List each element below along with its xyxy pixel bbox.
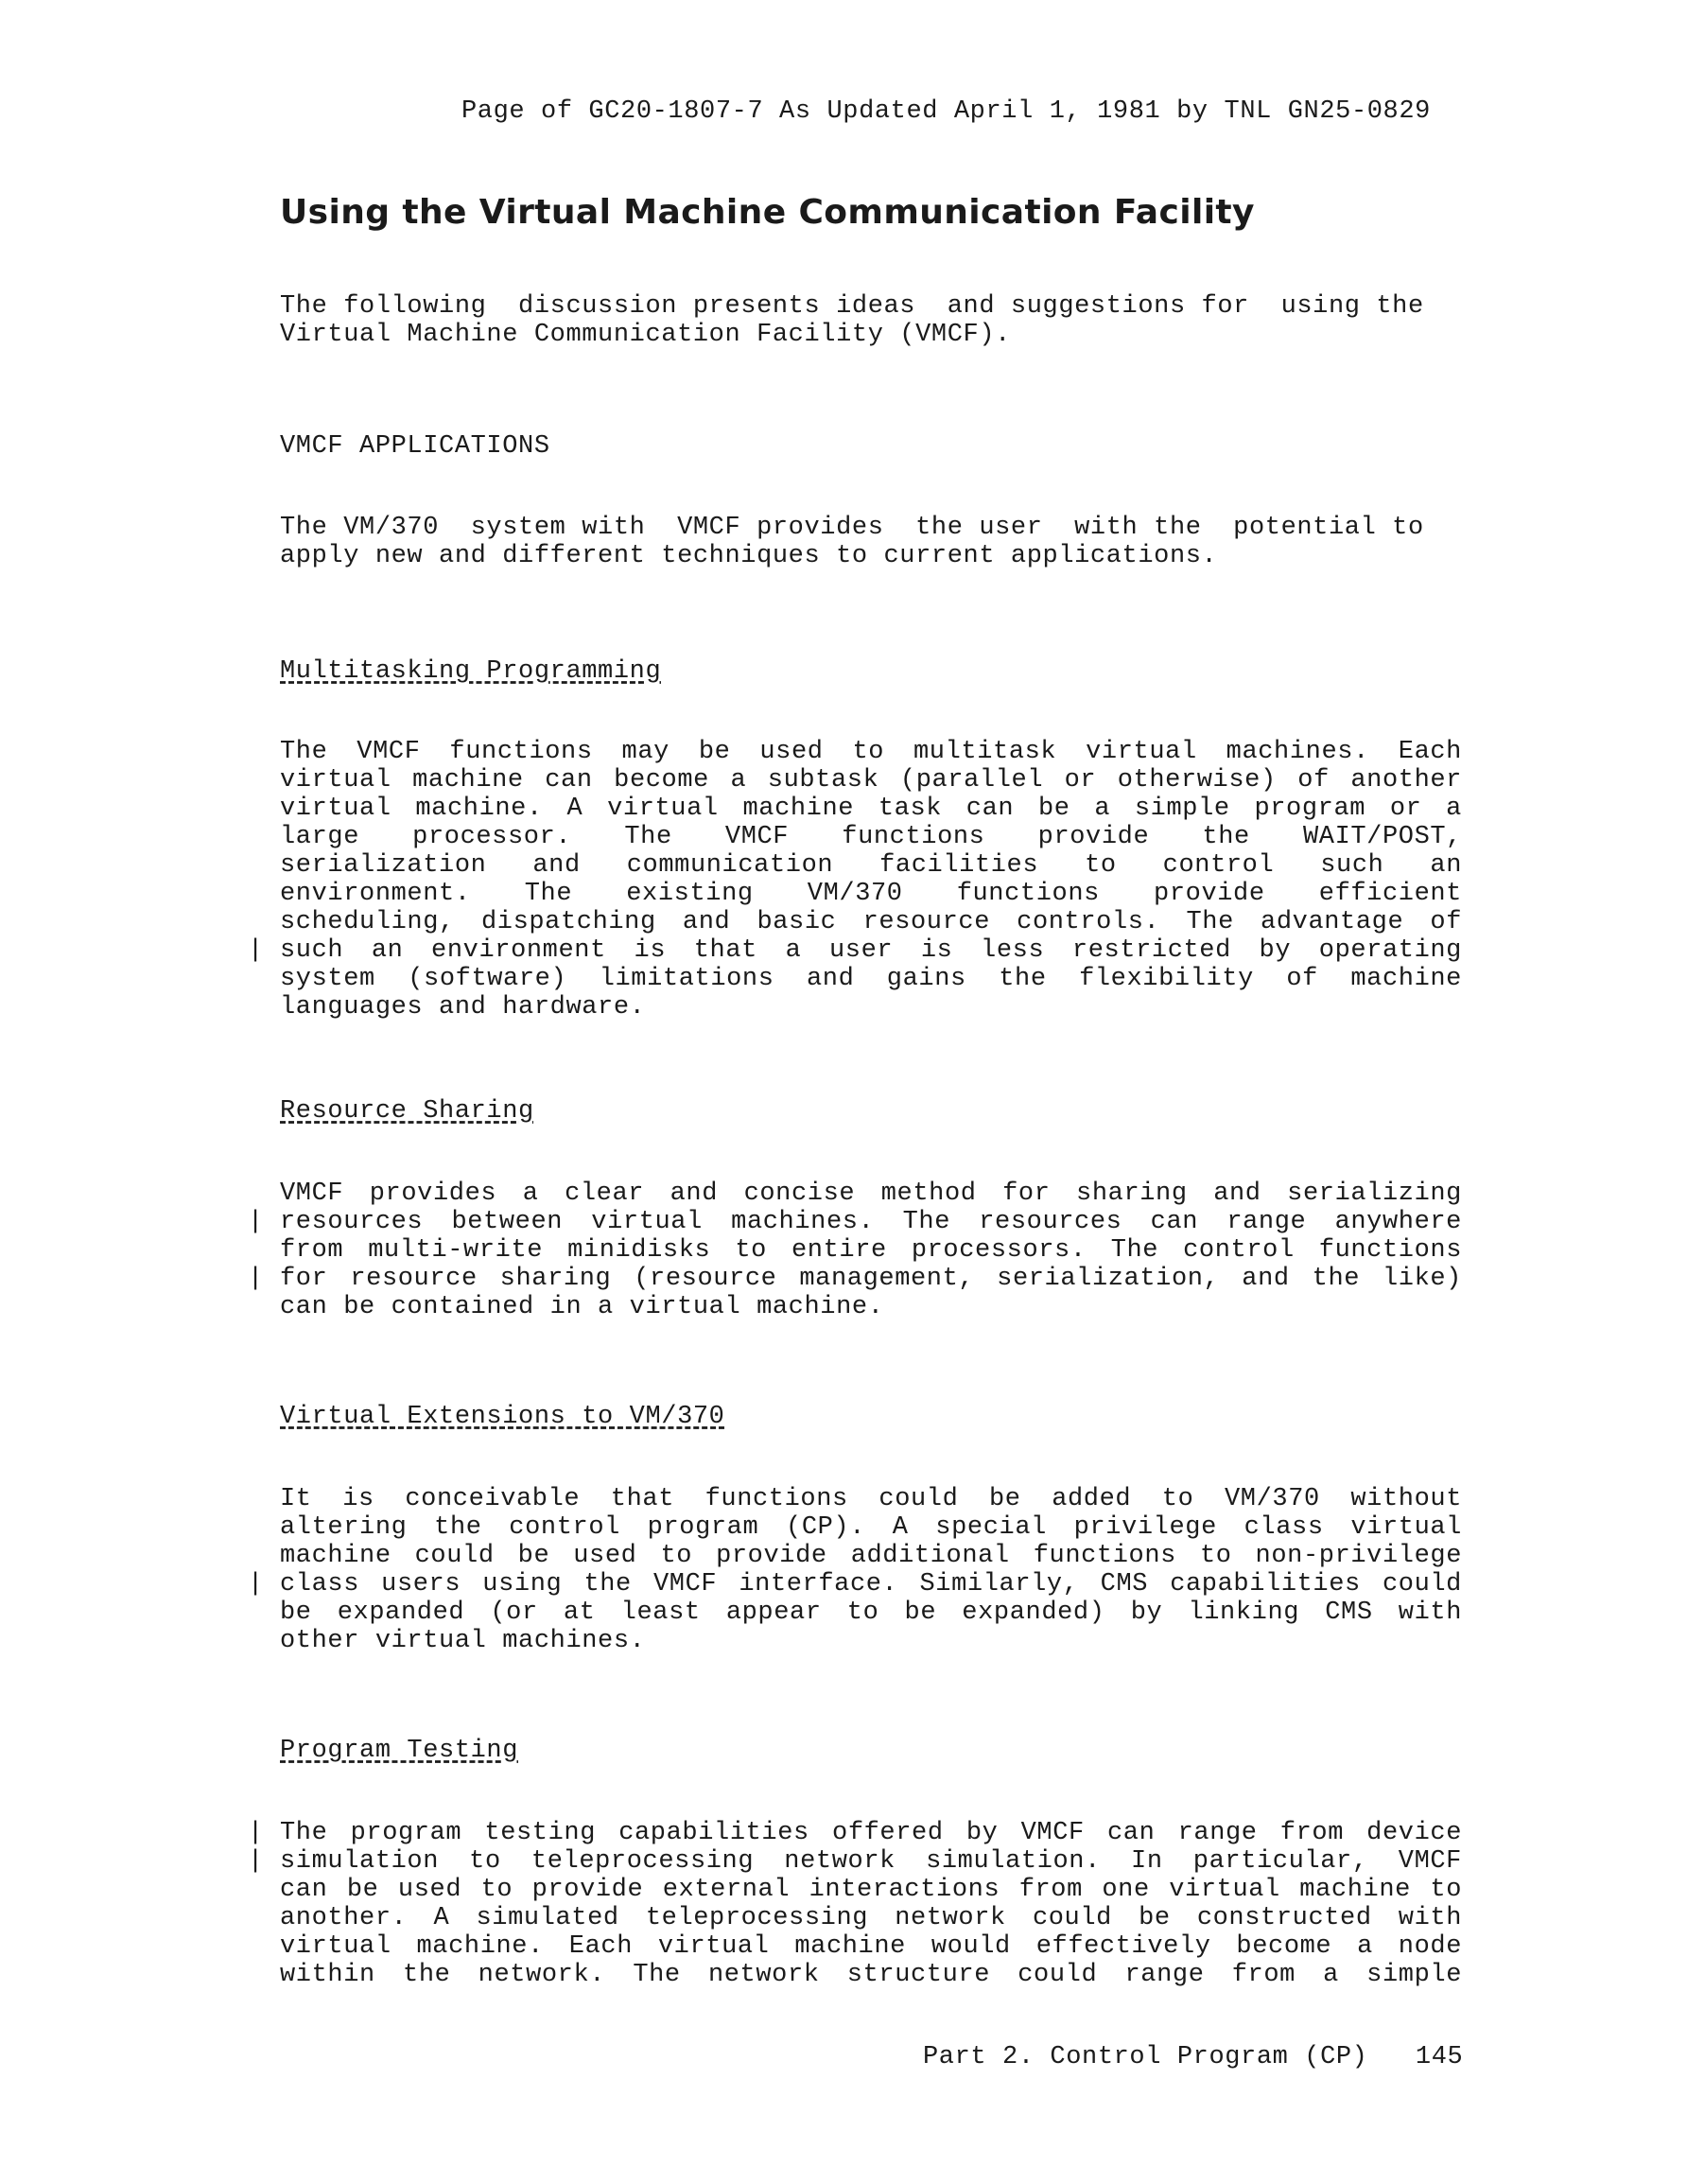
- revision-bar: |: [248, 1847, 264, 1876]
- subsection-heading-resource-sharing: Resource Sharing: [280, 1097, 534, 1126]
- paragraph-line: other virtual machines.: [280, 1627, 646, 1655]
- intro-paragraph: [280, 292, 1462, 349]
- paragraph-line: scheduling, dispatching and basic resource controls. The advantage of: [280, 908, 1462, 936]
- paragraph-line: for resource sharing (resource management, serialization, and the like): [280, 1265, 1462, 1293]
- resource-sharing-paragraph: [280, 1179, 1462, 1321]
- paragraph-line: can be contained in a virtual machine.: [280, 1293, 884, 1321]
- footer-text: Part 2. Control Program (CP): [923, 2043, 1368, 2071]
- paragraph-line: environment. The existing VM/370 functions provide efficient: [280, 880, 1462, 908]
- paragraph-line: from multi-write minidisks to entire processors. The control functions: [280, 1236, 1462, 1265]
- page-title: Using the Virtual Machine Communication Facility: [280, 193, 1255, 232]
- subsection-heading-multitasking: Multitasking Programming: [280, 657, 662, 686]
- paragraph-line: large processor. The VMCF functions provide the WAIT/POST,: [280, 823, 1462, 851]
- revision-bar: |: [248, 1819, 264, 1847]
- subsection-heading-program-testing: Program Testing: [280, 1737, 519, 1765]
- virtual-extensions-paragraph: [280, 1485, 1462, 1655]
- section-heading: VMCF APPLICATIONS: [280, 432, 550, 461]
- intro-line: The following discussion presents ideas and suggestions for using the: [280, 292, 1424, 321]
- paragraph-line: be expanded (or at least appear to be expanded) by linking CMS with: [280, 1599, 1462, 1627]
- page-number: 145: [1415, 2043, 1464, 2071]
- paragraph-line: resources between virtual machines. The resources can range anywhere: [280, 1208, 1462, 1236]
- revision-bar: |: [248, 1570, 264, 1599]
- paragraph-line: machine could be used to provide additional functions to non-privilege: [280, 1542, 1462, 1570]
- section-intro-line: apply new and different techniques to current applications.: [280, 542, 1218, 570]
- paragraph-line: virtual machine can become a subtask (parallel or otherwise) of another: [280, 766, 1462, 795]
- subsection-heading-virtual-extensions: Virtual Extensions to VM/370: [280, 1403, 725, 1431]
- section-intro-paragraph: [280, 514, 1462, 570]
- multitasking-paragraph: [280, 738, 1462, 1022]
- revision-bar: |: [248, 936, 264, 965]
- paragraph-line: can be used to provide external interactions from one virtual machine to: [280, 1876, 1462, 1904]
- revision-bar: |: [248, 1208, 264, 1236]
- paragraph-line: another. A simulated teleprocessing network could be constructed with: [280, 1904, 1462, 1932]
- paragraph-line: VMCF provides a clear and concise method for sharing and serializing: [280, 1179, 1462, 1208]
- revision-bar: |: [248, 1265, 264, 1293]
- paragraph-line: It is conceivable that functions could be added to VM/370 without: [280, 1485, 1462, 1513]
- paragraph-line: languages and hardware.: [280, 993, 646, 1022]
- paragraph-line: virtual machine. Each virtual machine would effectively become a node: [280, 1932, 1462, 1961]
- paragraph-line: class users using the VMCF interface. Similarly, CMS capabilities could: [280, 1570, 1462, 1599]
- paragraph-line: within the network. The network structure could range from a simple: [280, 1961, 1462, 1989]
- paragraph-line: system (software) limitations and gains the flexibility of machine: [280, 965, 1462, 993]
- page-footer: [923, 2043, 1463, 2071]
- paragraph-line: virtual machine. A virtual machine task can be a simple program or a: [280, 795, 1462, 823]
- program-testing-paragraph: [280, 1819, 1462, 1989]
- intro-line: Virtual Machine Communication Facility (VMCF).: [280, 321, 1011, 349]
- section-intro-line: The VM/370 system with VMCF provides the user with the potential to: [280, 514, 1424, 542]
- paragraph-line: The program testing capabilities offered by VMCF can range from device: [280, 1819, 1462, 1847]
- paragraph-line: altering the control program (CP). A special privilege class virtual: [280, 1513, 1462, 1542]
- paragraph-line: such an environment is that a user is less restricted by operating: [280, 936, 1462, 965]
- paragraph-line: serialization and communication facilities to control such an: [280, 851, 1462, 880]
- paragraph-line: The VMCF functions may be used to multitask virtual machines. Each: [280, 738, 1462, 766]
- running-head: Page of GC20-1807-7 As Updated April 1, 1981 by TNL GN25-0829: [461, 97, 1431, 126]
- paragraph-line: simulation to teleprocessing network simulation. In particular, VMCF: [280, 1847, 1462, 1876]
